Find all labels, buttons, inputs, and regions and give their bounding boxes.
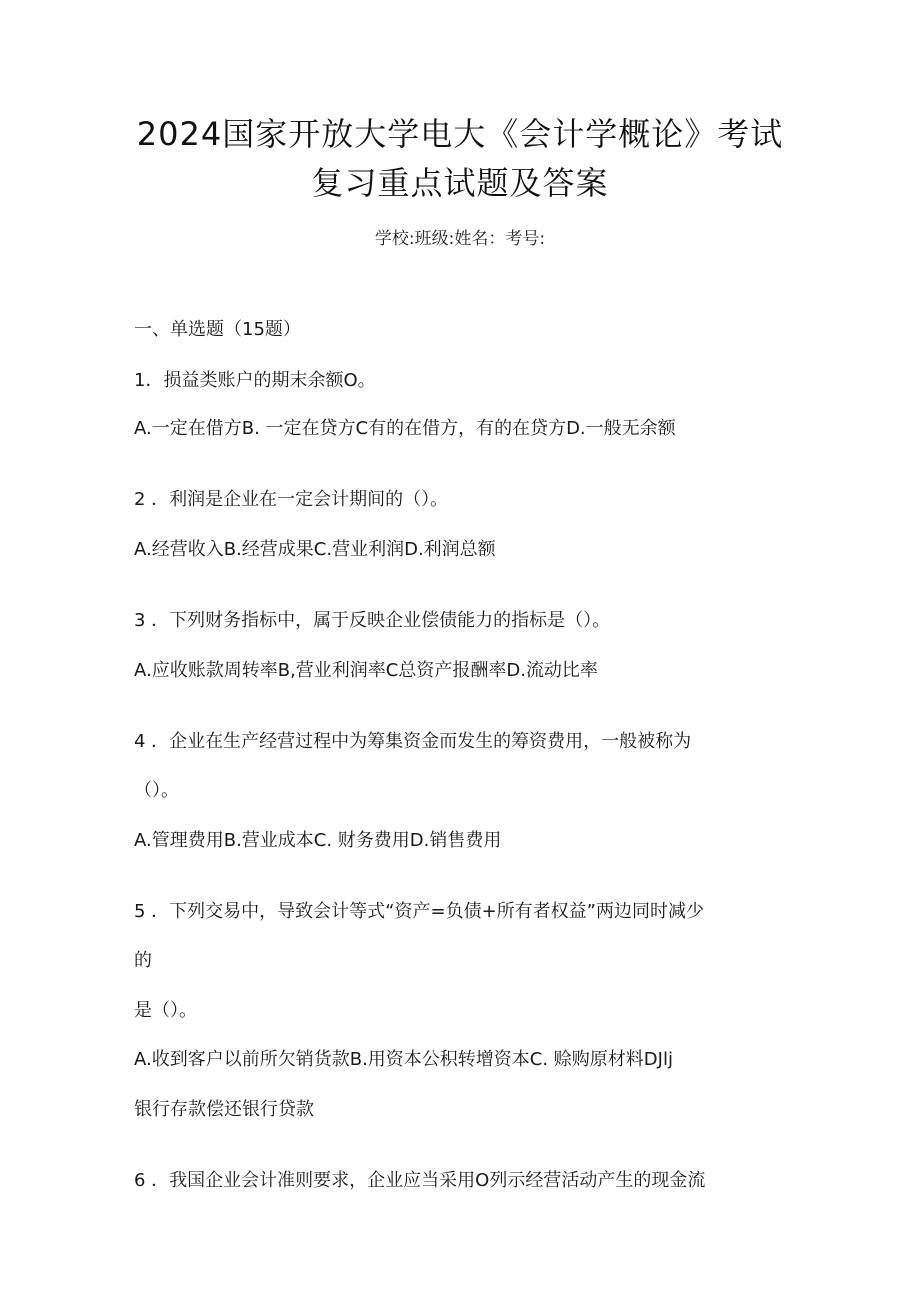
question-2-stem: 2 ．利润是企业在一定会计期间的（）。 xyxy=(134,489,449,510)
question-1-stem: 1．损益类账户的期末余额O。 xyxy=(134,370,376,391)
question-3-options: A.应收账款周转率B,营业利润率C总资产报酬率D.流动比率 xyxy=(134,660,598,681)
question-5-stem-line-1: 5 ．下列交易中，导致会计等式“资产=负债+所有者权益”两边同时减少 xyxy=(134,901,704,922)
question-4-options: A.管理费用B.营业成本C. 财务费用D.销售费用 xyxy=(134,830,502,851)
section-heading: 一、单选题（15题） xyxy=(134,319,301,340)
document-title-line-1: 2024国家开放大学电大《会计学概论》考试 xyxy=(136,115,784,153)
question-5-stem-line-3: 是（）。 xyxy=(134,1000,197,1021)
document-title-line-2: 复习重点试题及答案 xyxy=(311,164,609,202)
question-6-stem: 6 ．我国企业会计准则要求，企业应当采用O列示经营活动产生的现金流 xyxy=(134,1170,706,1191)
question-1-options: A.一定在借方B. 一定在贷方C有的在借方，有的在贷方D.一般无余额 xyxy=(134,418,676,439)
question-5-options-line-1: A.收到客户以前所欠销货款B.用资本公积转增资本C. 赊购原材料DJlj xyxy=(134,1049,673,1070)
question-3-stem: 3 ．下列财务指标中，属于反映企业偿债能力的指标是（）。 xyxy=(134,610,611,631)
question-5-options-line-2: 银行存款偿还银行贷款 xyxy=(134,1099,314,1120)
question-4-stem-line-1: 4 ．企业在生产经营过程中为筹集资金而发生的筹资费用，一般被称为 xyxy=(134,731,692,752)
question-5-stem-line-2: 的 xyxy=(134,950,152,971)
question-4-stem-line-2: （）。 xyxy=(134,780,179,801)
question-2-options: A.经营收入B.经营成果C.营业利润D.利润总额 xyxy=(134,539,496,560)
student-info-line: 学校:班级:姓名：考号: xyxy=(374,229,546,249)
